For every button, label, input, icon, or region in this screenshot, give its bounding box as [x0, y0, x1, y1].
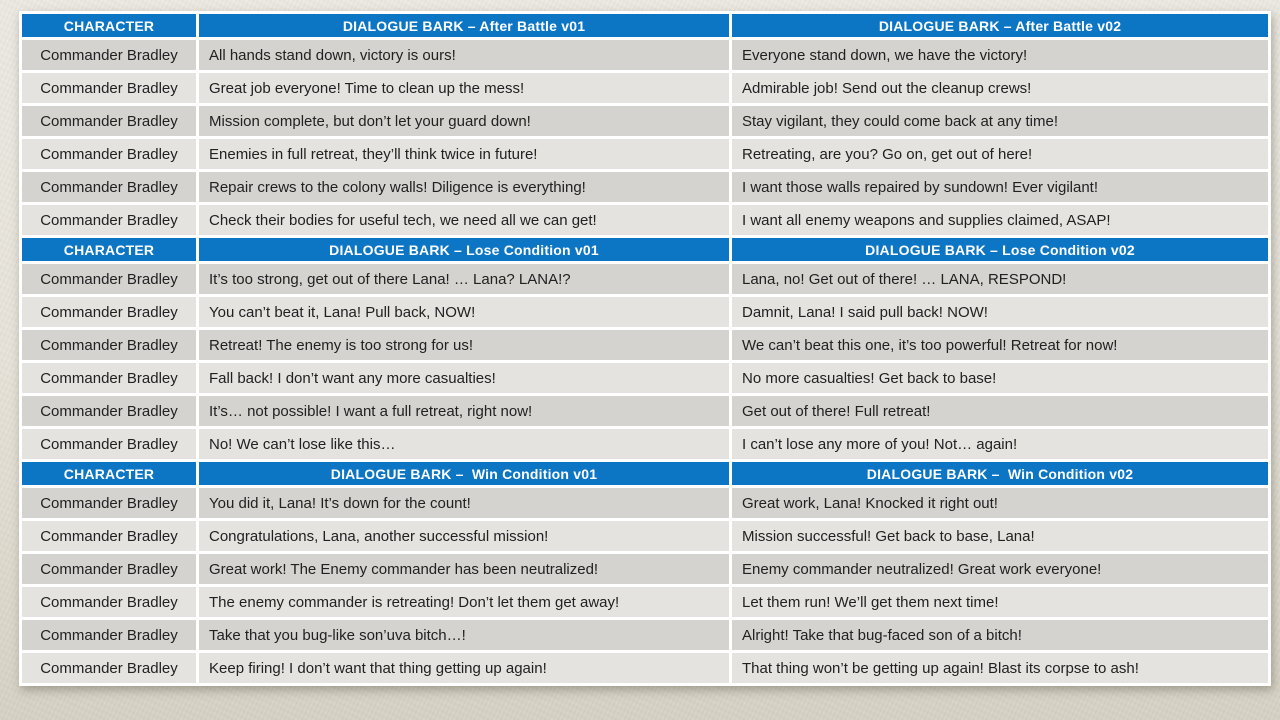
character-cell: Commander Bradley: [22, 40, 196, 70]
table-row: [22, 264, 1268, 294]
character-cell: Commander Bradley: [22, 297, 196, 327]
bark-v02-cell: Admirable job! Send out the cleanup crews!: [732, 73, 1268, 103]
bark-v02-cell: Mission successful! Get back to base, Lana!: [732, 521, 1268, 551]
character-cell: Commander Bradley: [22, 73, 196, 103]
bark-v02-cell: Great work, Lana! Knocked it right out!: [732, 488, 1268, 518]
bark-column-header-v02: DIALOGUE BARK – Lose Condition v02: [732, 238, 1268, 261]
dialogue-table-body: [22, 14, 1268, 683]
character-cell: Commander Bradley: [22, 429, 196, 459]
bark-v02-cell: Let them run! We’ll get them next time!: [732, 587, 1268, 617]
bark-v01-cell: Great work! The Enemy commander has been neutralized!: [199, 554, 729, 584]
table-row: [22, 429, 1268, 459]
bark-v02-cell: Get out of there! Full retreat!: [732, 396, 1268, 426]
bark-v02-cell: We can’t beat this one, it’s too powerful! Retreat for now!: [732, 330, 1268, 360]
bark-v01-cell: Great job everyone! Time to clean up the mess!: [199, 73, 729, 103]
character-cell: Commander Bradley: [22, 205, 196, 235]
character-cell: Commander Bradley: [22, 587, 196, 617]
bark-v01-cell: No! We can’t lose like this…: [199, 429, 729, 459]
bark-v02-cell: Enemy commander neutralized! Great work everyone!: [732, 554, 1268, 584]
character-cell: Commander Bradley: [22, 172, 196, 202]
character-cell: Commander Bradley: [22, 521, 196, 551]
bark-v02-cell: Damnit, Lana! I said pull back! NOW!: [732, 297, 1268, 327]
bark-v01-cell: Enemies in full retreat, they’ll think twice in future!: [199, 139, 729, 169]
table-row: [22, 620, 1268, 650]
bark-v01-cell: Keep firing! I don’t want that thing getting up again!: [199, 653, 729, 683]
table-row: [22, 521, 1268, 551]
bark-v01-cell: All hands stand down, victory is ours!: [199, 40, 729, 70]
bark-v01-cell: It’s… not possible! I want a full retreat, right now!: [199, 396, 729, 426]
table-row: [22, 205, 1268, 235]
dialogue-bark-table: [19, 11, 1271, 686]
character-cell: Commander Bradley: [22, 396, 196, 426]
bark-v01-cell: You did it, Lana! It’s down for the count!: [199, 488, 729, 518]
bark-v02-cell: No more casualties! Get back to base!: [732, 363, 1268, 393]
bark-v02-cell: Everyone stand down, we have the victory!: [732, 40, 1268, 70]
section-header-row: [22, 462, 1268, 485]
table-row: [22, 139, 1268, 169]
bark-v01-cell: Retreat! The enemy is too strong for us!: [199, 330, 729, 360]
table-row: [22, 653, 1268, 683]
character-cell: Commander Bradley: [22, 264, 196, 294]
bark-v01-cell: Fall back! I don’t want any more casualties!: [199, 363, 729, 393]
character-cell: Commander Bradley: [22, 139, 196, 169]
table-row: [22, 40, 1268, 70]
bark-column-header-v01: DIALOGUE BARK – Lose Condition v01: [199, 238, 729, 261]
table-row: [22, 73, 1268, 103]
bark-v01-cell: Mission complete, but don’t let your guard down!: [199, 106, 729, 136]
character-cell: Commander Bradley: [22, 106, 196, 136]
character-cell: Commander Bradley: [22, 554, 196, 584]
bark-v02-cell: That thing won’t be getting up again! Blast its corpse to ash!: [732, 653, 1268, 683]
bark-v01-cell: It’s too strong, get out of there Lana! … Lana? LANA!?: [199, 264, 729, 294]
bark-column-header-v01: DIALOGUE BARK – After Battle v01: [199, 14, 729, 37]
bark-v02-cell: Lana, no! Get out of there! … LANA, RESPOND!: [732, 264, 1268, 294]
table-row: [22, 297, 1268, 327]
table-row: [22, 330, 1268, 360]
bark-column-header-v02: DIALOGUE BARK – After Battle v02: [732, 14, 1268, 37]
bark-column-header-v01: DIALOGUE BARK – Win Condition v01: [199, 462, 729, 485]
table-row: [22, 396, 1268, 426]
bark-v02-cell: Stay vigilant, they could come back at any time!: [732, 106, 1268, 136]
section-header-row: [22, 238, 1268, 261]
bark-v02-cell: Retreating, are you? Go on, get out of here!: [732, 139, 1268, 169]
bark-v02-cell: I want those walls repaired by sundown! Ever vigilant!: [732, 172, 1268, 202]
bark-v01-cell: Take that you bug-like son’uva bitch…!: [199, 620, 729, 650]
character-column-header: CHARACTER: [22, 14, 196, 37]
character-column-header: CHARACTER: [22, 238, 196, 261]
character-column-header: CHARACTER: [22, 462, 196, 485]
character-cell: Commander Bradley: [22, 620, 196, 650]
table-row: [22, 172, 1268, 202]
character-cell: Commander Bradley: [22, 330, 196, 360]
character-cell: Commander Bradley: [22, 488, 196, 518]
character-cell: Commander Bradley: [22, 653, 196, 683]
table-row: [22, 488, 1268, 518]
table-row: [22, 554, 1268, 584]
table-row: [22, 363, 1268, 393]
bark-v02-cell: Alright! Take that bug-faced son of a bitch!: [732, 620, 1268, 650]
bark-column-header-v02: DIALOGUE BARK – Win Condition v02: [732, 462, 1268, 485]
bark-v02-cell: I want all enemy weapons and supplies claimed, ASAP!: [732, 205, 1268, 235]
bark-v01-cell: Congratulations, Lana, another successful mission!: [199, 521, 729, 551]
bark-v01-cell: The enemy commander is retreating! Don’t let them get away!: [199, 587, 729, 617]
bark-v02-cell: I can’t lose any more of you! Not… again!: [732, 429, 1268, 459]
character-cell: Commander Bradley: [22, 363, 196, 393]
table-row: [22, 106, 1268, 136]
bark-v01-cell: You can’t beat it, Lana! Pull back, NOW!: [199, 297, 729, 327]
table-row: [22, 587, 1268, 617]
section-header-row: [22, 14, 1268, 37]
bark-v01-cell: Check their bodies for useful tech, we need all we can get!: [199, 205, 729, 235]
bark-v01-cell: Repair crews to the colony walls! Diligence is everything!: [199, 172, 729, 202]
